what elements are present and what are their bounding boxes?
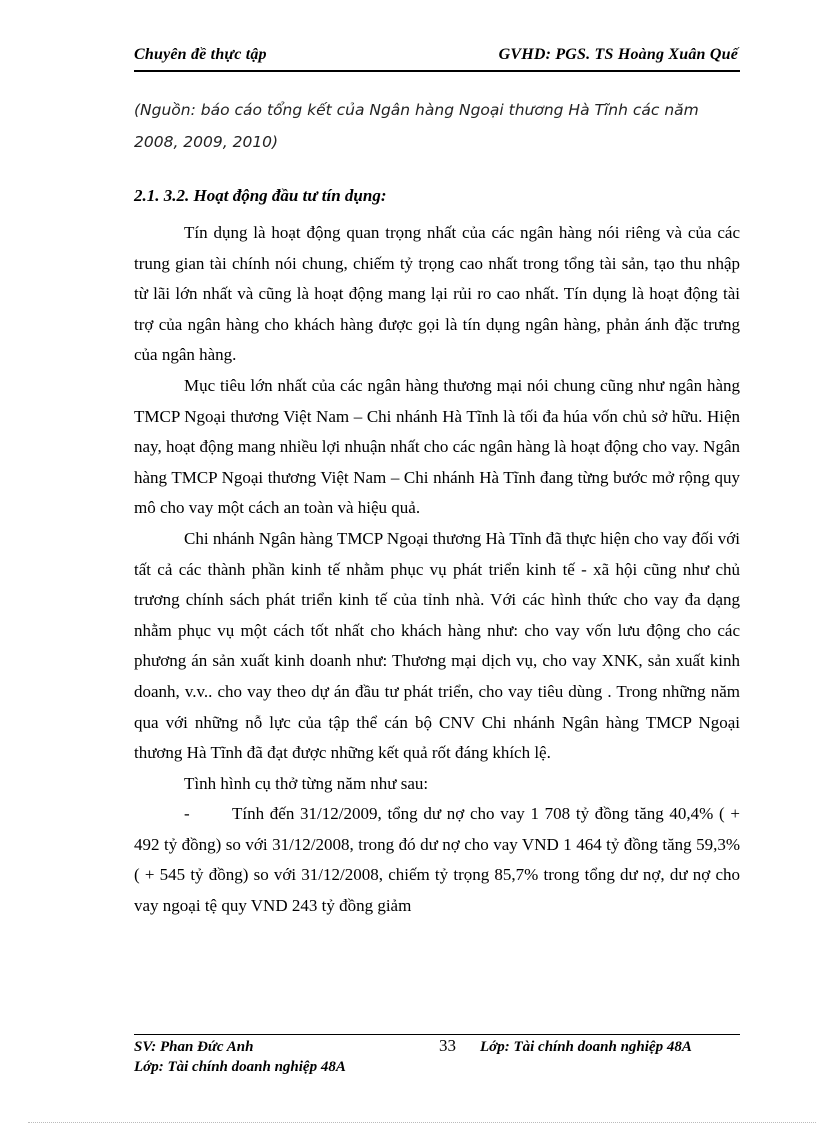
- source-note: (Nguồn: báo cáo tổng kết của Ngân hàng Ngoại thương Hà Tĩnh các năm 2008, 2009, 2010): [134, 101, 699, 151]
- bullet-marker: -: [184, 804, 190, 824]
- bullet-text: Tính đến 31/12/2009, tổng dư nợ cho vay 1 708 tỷ đồng tăng 40,4% ( + 492 tỷ đồng) so với 31/12/2008, trong đó dư nợ cho vay VND 1 464 tỷ đồng tăng 59,3% ( + 545 tỷ đồng) so với 31/12/2008, chiếm tỷ trọng 85,7% trong tổng dư nợ, dư nợ cho vay ngoại tệ quy VND 243 tỷ đồng giảm: [134, 804, 740, 916]
- page-footer: [134, 1034, 740, 1085]
- body-text: [134, 218, 740, 922]
- bullet-paragraph: [134, 799, 740, 921]
- footer-class: Lớp: Tài chính doanh nghiệp 48A: [480, 1039, 692, 1055]
- footer-class-secondary: Lớp: Tài chính doanh nghiệp 48A: [134, 1059, 346, 1075]
- page-number: 33: [439, 1036, 456, 1055]
- paragraph: Mục tiêu lớn nhất của các ngân hàng thương mại nói chung cũng như ngân hàng TMCP Ngoại thương Việt Nam – Chi nhánh Hà Tĩnh là tối đa húa vốn chủ sở hữu. Hiện nay, hoạt động mang nhiều lợi nhuận nhất cho các ngân hàng là hoạt động cho vay. Ngân hàng TMCP Ngoại thương Việt Nam – Chi nhánh Hà Tĩnh đang từng bước mở rộng quy mô cho vay một cách an toàn và hiệu quả.: [134, 375, 740, 518]
- paragraph: Tín dụng là hoạt động quan trọng nhất của các ngân hàng nói riêng và của các trung gian tài chính nói chung, chiếm tỷ trọng cao nhất trong tổng tài sản, tạo thu nhập từ lãi lớn nhất và cũng là hoạt động mang lại rủi ro cao nhất. Tín dụng là hoạt động tài trợ của ngân hàng cho khách hàng được gọi là tín dụng ngân hàng, phản ánh đặc trưng của ngân hàng.: [134, 223, 740, 365]
- page-header: [134, 40, 740, 72]
- header-title: Chuyên đề thực tập: [134, 46, 267, 63]
- header-advisor: GVHD: PGS. TS Hoàng Xuân Quế: [498, 46, 738, 63]
- section-heading: 2.1. 3.2. Hoạt động đầu tư tín dụng:: [134, 186, 387, 205]
- footer-student: SV: Phan Đức Anh: [134, 1039, 254, 1055]
- paragraph: Tình hình cụ thở từng năm như sau:: [184, 773, 429, 793]
- paragraph: Chi nhánh Ngân hàng TMCP Ngoại thương Hà Tĩnh đã thực hiện cho vay đối với tất cả các thành phần kinh tế nhằm phục vụ phát triển kinh tế - xã hội cũng như chủ trương chính sách phát triển kinh tế của tỉnh nhà. Với các hình thức cho vay đa dạng nhằm phục vụ một cách tốt nhất cho khách hàng như: cho vay vốn lưu động cho các phương án sản xuất kinh doanh như: Thương mại dịch vụ, cho vay XNK, sản xuất kinh doanh, v.v.. cho vay theo dự án đầu tư phát triển, cho vay tiêu dùng . Trong những năm qua với những nỗ lực của tập thể cán bộ CNV Chi nhánh Ngân hàng TMCP Ngoại thương Hà Tĩnh đã đạt được những kết quả rốt đáng khích lệ.: [134, 528, 740, 763]
